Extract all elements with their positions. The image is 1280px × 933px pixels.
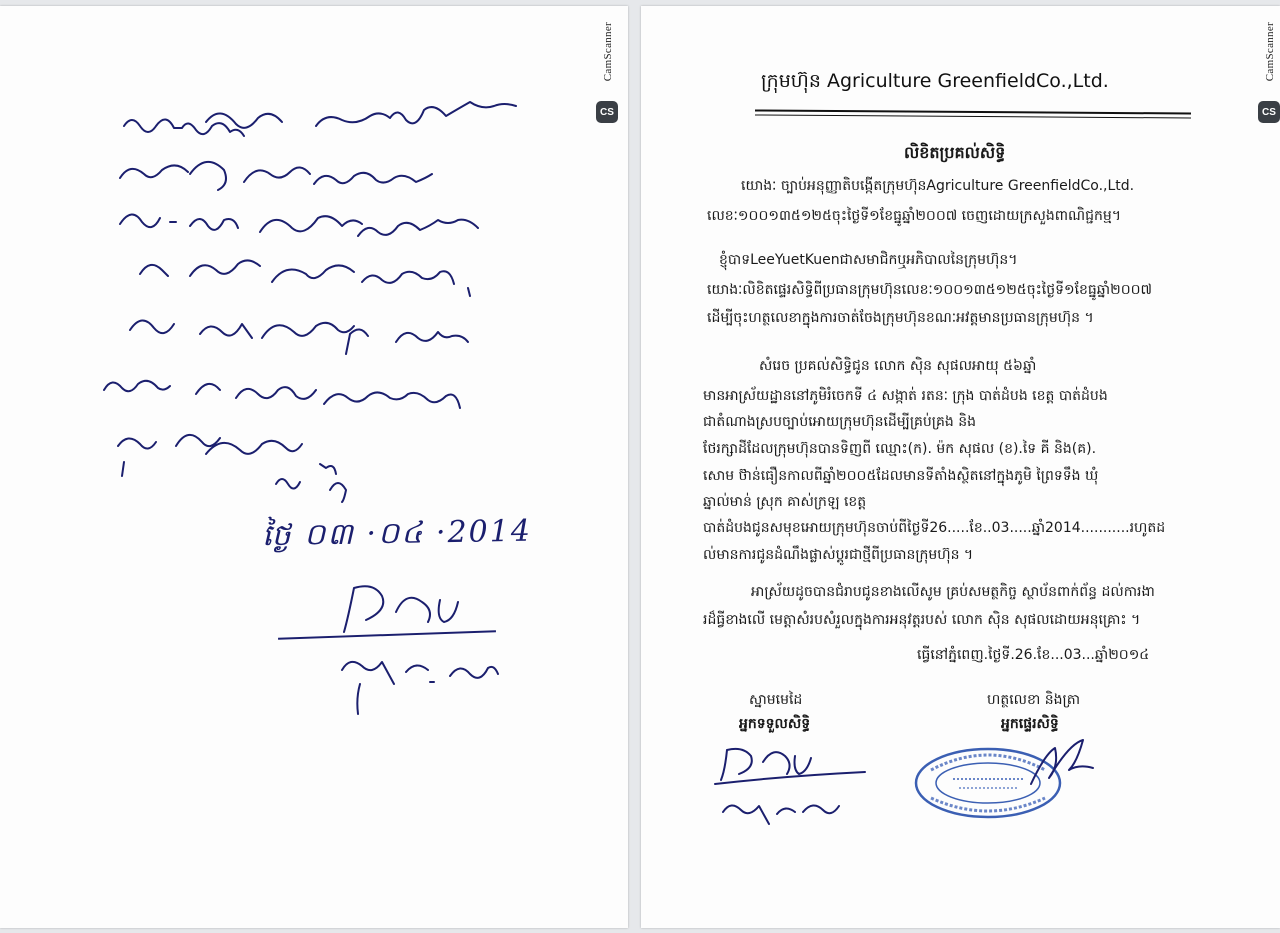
address-line: មានអាស្រ័យដ្ឋាននៅភូមិរំចេកទី ៤ សង្កាត់ រតនៈ ក្រុង បាត់ដំបង ខេត្ត បាត់ដំបង [703, 388, 1108, 404]
land-line-1: ថែរក្សាដីដែលក្រុមហ៊ុនបានទិញពី ឈ្មោះ(ក). ម៉ក សុផល (ខ).ទៃ គី និង(គ). [703, 441, 1097, 457]
header-rule [755, 109, 1191, 114]
reference-line-2: លេខៈ១០០១៣៥១២៥ចុះថ្ងៃទី១ខែធ្នូឆ្នាំ២០០៧ ចេញដោយក្រសួងពាណិជ្ជកម្ម។ [707, 208, 1122, 224]
until-notice-line: ល់មានការជូនដំណឹងផ្លាស់ប្តូរជាថ្មីពីប្រធានក្រុមហ៊ុន ។ [703, 547, 974, 563]
representative-line: ជាតំណាងស្របច្បាប់អោយក្រុមហ៊ុនដើម្បីគ្រប់គ្រង និង [703, 414, 976, 430]
reference-line-1: យោងៈ ច្បាប់អនុញ្ញាតិបង្កើតក្រុមហ៊ុនAgriculture GreenfieldCo.,Ltd. [741, 178, 1135, 194]
handwritten-page [0, 6, 628, 928]
camscanner-label: CamScanner [602, 22, 614, 82]
grantor-signature [1021, 734, 1101, 804]
camscanner-badge: CS [596, 101, 618, 123]
handwritten-date: ថ្ងៃ ០៣ ·០៤ ·2014 [261, 513, 533, 554]
request-line-2: រដ៏ធ្វីខាងលើ មេត្តាសំរបសំរួលក្នុងការអនុវត្តរបស់ លោក ស៊ិន សុផលដោយអនុគ្រោះ ។ [703, 612, 1141, 628]
company-header: ក្រុមហ៊ុន Agriculture GreenfieldCo.,Ltd. [761, 70, 1109, 92]
camscanner-label-right: CamScanner [1264, 22, 1276, 82]
signature-seal-label: ហត្ថលេខា និងត្រា [987, 692, 1081, 708]
decision-line: សំរេច ប្រគល់សិទ្ធិជូន លោក ស៊ិន សុផលអាយុ ៥៦ឆ្នាំ [759, 358, 1037, 374]
declarant-line: ខ្ញុំបាទLeeYuetKuenជាសមាជិកឬអភិបាលនៃក្រុមហ៊ុន។ [719, 252, 1018, 268]
reference-line-3: យោងៈលិខិតផ្ទេរសិទ្ធិពីប្រធានក្រុមហ៊ុនលេខៈ១០០១៣៥១២៥ចុះថ្ងៃទី១ខែធ្នូឆ្នាំ២០០៧ [707, 282, 1153, 298]
typed-letter-page [641, 6, 1280, 928]
recipient-signature [711, 738, 891, 838]
purpose-line: ដើម្បីចុះហត្ថលេខាក្នុងការចាត់ចែងក្រុមហ៊ុនខណៈអវត្តមានប្រធានក្រុមហ៊ុន ។ [707, 310, 1094, 326]
camscanner-badge-right: CS [1258, 101, 1280, 123]
document-title: លិខិតប្រគល់សិទ្ធិ [904, 143, 1006, 162]
land-line-2: សោម ថ៊ាន់ធឿនកាលពីឆ្នាំ២០០៥ដែលមានទីតាំងស្ថិតនៅក្នុងភូមិ ព្រៃទទឹង ឃុំ [703, 468, 1099, 484]
place-date-line: ធ្វើនៅភ្នំពេញ.ថ្ងៃទី.26.ខែ...03...ឆ្នាំ២០១៤ [917, 647, 1150, 663]
recipient-label: អ្នកទទួលសិទ្ធិ [739, 716, 811, 732]
handwritten-text [0, 6, 628, 928]
grantor-label: អ្នកផ្ទេរសិទ្ធិ [1001, 716, 1059, 732]
effective-date-line: បាត់ដំបងជូនសមុខអោយក្រុមហ៊ុនចាប់ពីថ្ងៃទី26.....ខែ..03.....ឆ្នាំ2014...........រហូតដ [703, 520, 1166, 536]
thumbprint-label: ស្នាមមេដៃ [749, 692, 803, 708]
header-rule-thin [755, 114, 1191, 118]
request-line-1: អាស្រ័យដូចបានជំរាបជូនខាងលើសូម គ្រប់សមត្ថកិច្ច ស្ថាប័នពាក់ព័ន្ធ ដល់ការងា [751, 584, 1155, 600]
land-line-3: ឆ្នាល់មាន់ ស្រុក គាស់ក្រឡ ខេត្ត [703, 494, 867, 510]
